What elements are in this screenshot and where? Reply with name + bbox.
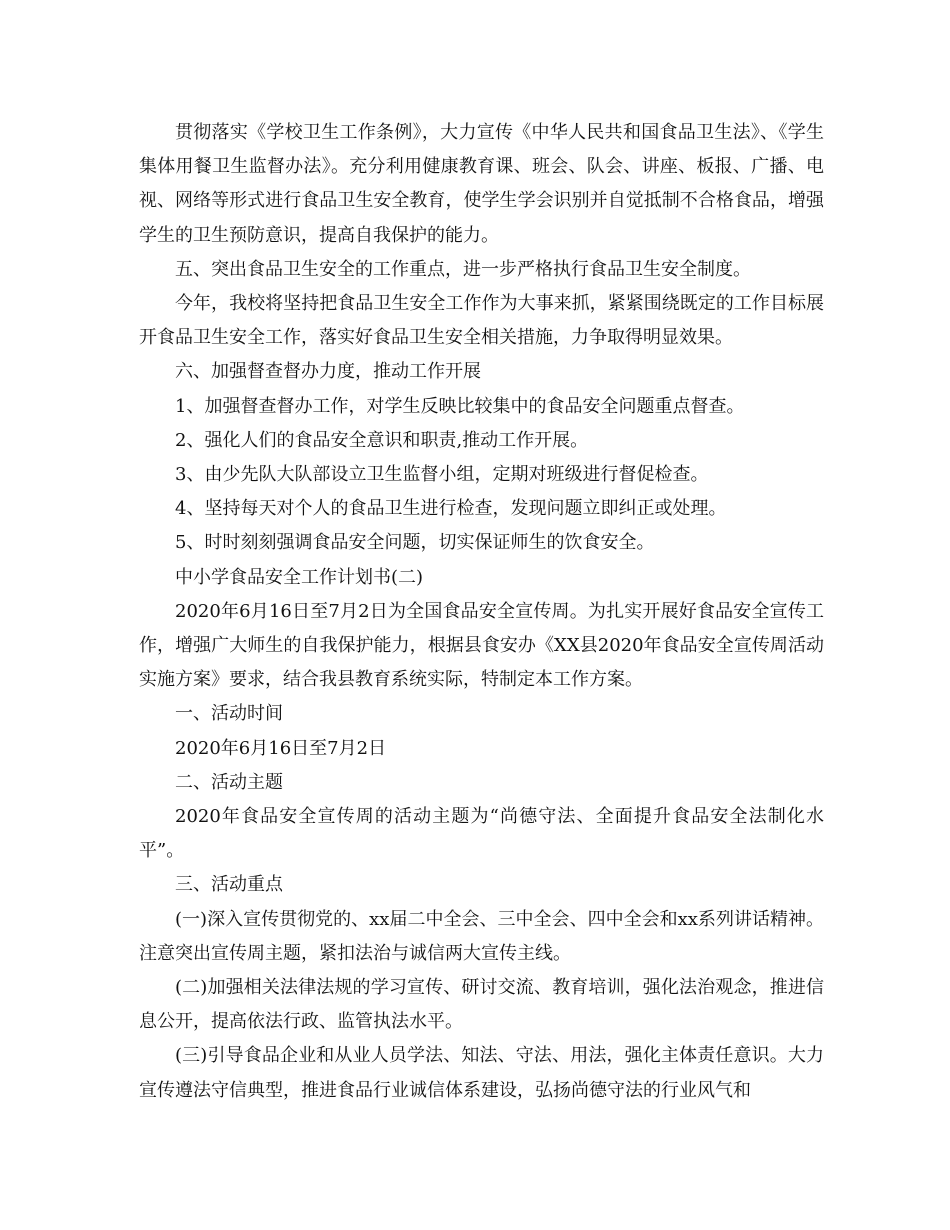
list-item: 3、由少先队大队部设立卫生监督小组，定期对班级进行督促检查。: [175, 464, 709, 486]
list-item: 5、时时刻刻强调食品安全问题，切实保证师生的饮食安全。: [175, 532, 655, 554]
document-title: 中小学食品安全工作计划书(二): [175, 566, 424, 588]
section-heading: 一、活动时间: [175, 703, 283, 725]
paragraph: 2020年6月16日至7月2日为全国食品安全宣传周。为扎实开展好食品安全宣传工作，增强广大师生的自我保护能力，根据县食安办《XX县2020年食品安全宣传周活动实施方案》要求，结合我县教育系统实际，特制定本工作方案。: [139, 600, 824, 691]
list-item: 1、加强督查督办工作，对学生反映比较集中的食品安全问题重点督查。: [175, 395, 745, 417]
paragraph: (三)引导食品企业和从业人员学法、知法、守法、用法，强化主体责任意识。大力宣传遵法守信典型，推进食品行业诚信体系建设，弘扬尚德守法的行业风气和: [139, 1045, 824, 1101]
section-heading: 六、加强督查督办力度，推动工作开展: [175, 361, 481, 383]
paragraph: 2020年食品安全宣传周的活动主题为“尚德守法、全面提升食品安全法制化水平”。: [139, 806, 824, 862]
list-item: 4、坚持每天对个人的食品卫生进行检查，发现问题立即纠正或处理。: [175, 498, 727, 520]
paragraph: 2020年6月16日至7月2日: [175, 737, 387, 759]
section-heading: 五、突出食品卫生安全的工作重点，进一步严格执行食品卫生安全制度。: [175, 258, 751, 280]
section-heading: 二、活动主题: [175, 771, 283, 793]
paragraph: 贯彻落实《学校卫生工作条例》，大力宣传《中华人民共和国食品卫生法》、《学生集体用餐卫生监督办法》。充分利用健康教育课、班会、队会、讲座、板报、广播、电视、网络等形式进行食品卫生安全教育，使学生学会识别并自觉抵制不合格食品，增强学生的卫生预防意识，提高自我保护的能力。: [139, 122, 824, 246]
document-body: [139, 116, 824, 1108]
paragraph: 今年，我校将坚持把食品卫生安全工作作为大事来抓，紧紧围绕既定的工作目标展开食品卫生安全工作，落实好食品卫生安全相关措施，力争取得明显效果。: [139, 293, 824, 349]
list-item: 2、强化人们的食品安全意识和职责,推动工作开展。: [175, 429, 589, 451]
section-heading: 三、活动重点: [175, 874, 283, 896]
paragraph: (二)加强相关法律法规的学习宣传、研讨交流、教育培训，强化法治观念，推进信息公开，提高依法行政、监管执法水平。: [139, 977, 824, 1033]
paragraph: (一)深入宣传贯彻党的、xx届二中全会、三中全会、四中全会和xx系列讲话精神。注意突出宣传周主题，紧扣法治与诚信两大宣传主线。: [139, 908, 824, 964]
